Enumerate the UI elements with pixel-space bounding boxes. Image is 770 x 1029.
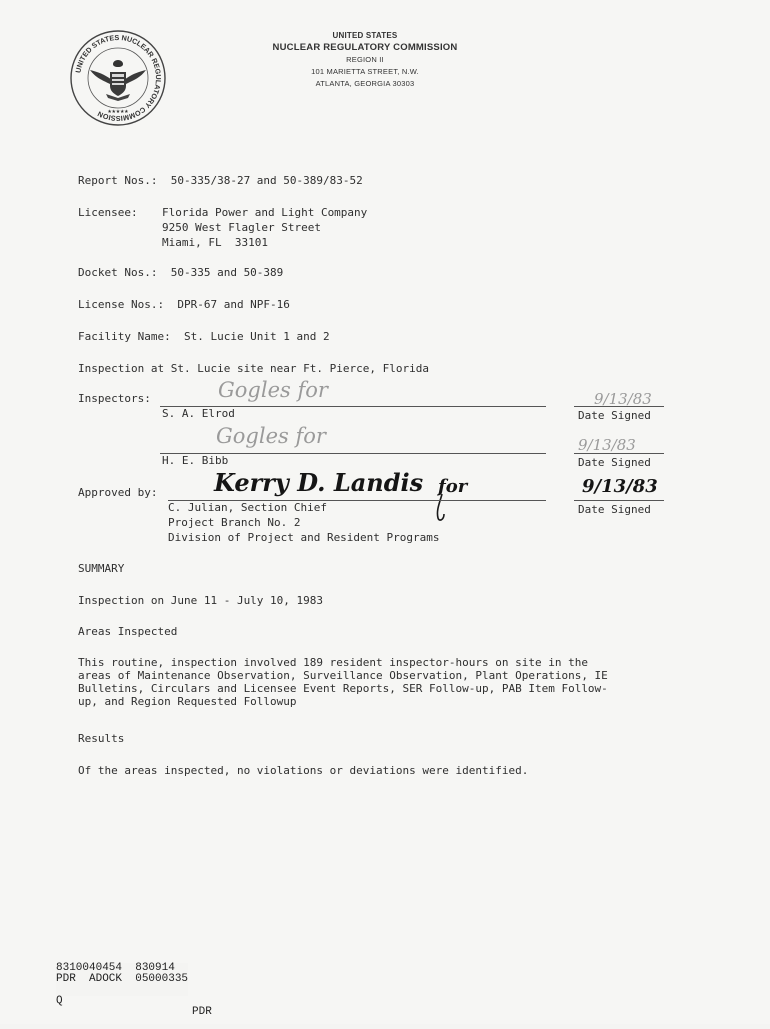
letterhead-city: ATLANTA, GEORGIA 30303 [315, 79, 415, 88]
licensee-city: Miami, FL 33101 [162, 236, 268, 249]
licensee-name: Florida Power and Light Company [162, 206, 368, 219]
license-numbers: License Nos.: DPR-67 and NPF-16 [78, 298, 290, 311]
date-line [574, 406, 664, 407]
letterhead-agency: NUCLEAR REGULATORY COMMISSION [272, 42, 458, 53]
stamp-pdr: PDR [192, 1006, 212, 1018]
docket-numbers: Docket Nos.: 50-335 and 50-389 [78, 266, 284, 279]
inspector2-date: 9/13/83 [578, 436, 636, 454]
approved-by-label: Approved by: [78, 486, 158, 499]
report-numbers: Report Nos.: 50-335/38-27 and 50-389/83-52 [78, 174, 363, 187]
approver-branch: Project Branch No. 2 [168, 516, 301, 529]
approver-signature-for: for [438, 476, 468, 497]
approver-signature: Kerry D. Landis [214, 468, 424, 497]
approver-date: 9/13/83 [582, 476, 658, 497]
signature-flourish-icon [424, 492, 454, 524]
approver-division: Division of Project and Resident Programs [168, 531, 440, 544]
areas-line: up, and Region Requested Followup [78, 695, 297, 708]
inspector1-signature: Gogles for [218, 378, 328, 402]
areas-inspected-heading: Areas Inspected [78, 625, 178, 638]
nrc-seal-icon [68, 28, 168, 128]
areas-inspected-paragraph [78, 656, 608, 708]
inspector2-signature: Gogles for [216, 424, 326, 448]
seal-text: UNITED STATES NUCLEAR REGULATORY COMMISSION [73, 32, 164, 124]
inspection-dates: Inspection on June 11 - July 10, 1983 [78, 594, 324, 607]
letterhead-country: UNITED STATES [332, 31, 398, 40]
licensee-label: Licensee: [78, 206, 138, 219]
summary-heading: SUMMARY [78, 562, 125, 575]
stamp-line1: 8310040454 830914 [56, 962, 175, 974]
letterhead-street: 101 MARIETTA STREET, N.W. [311, 67, 419, 76]
areas-line: Bulletins, Circulars and Licensee Event Reports, SER Follow-up, PAB Item Follow- [78, 682, 608, 695]
letterhead [230, 30, 500, 90]
inspector1-name: S. A. Elrod [162, 407, 235, 420]
areas-line: This routine, inspection involved 189 resident inspector-hours on site in the [78, 656, 588, 669]
licensee-street: 9250 West Flagler Street [162, 221, 321, 234]
inspection-location: Inspection at St. Lucie site near Ft. Pierce, Florida [78, 362, 429, 375]
date-signed-label: Date Signed [578, 409, 651, 422]
stamp-code: Q [56, 995, 63, 1007]
approver-name: C. Julian, Section Chief [168, 501, 327, 514]
results-text: Of the areas inspected, no violations or deviations were identified. [78, 764, 529, 777]
stamp-line2: PDR ADOCK 05000335 [56, 973, 189, 985]
svg-text:★★★★★: ★★★★★ [107, 107, 129, 115]
inspector1-date: 9/13/83 [594, 390, 652, 408]
results-heading: Results [78, 732, 125, 745]
areas-line: areas of Maintenance Observation, Surveillance Observation, Plant Operations, IE [78, 669, 608, 682]
inspectors-label: Inspectors: [78, 392, 151, 405]
date-line [574, 453, 664, 454]
inspector2-name: H. E. Bibb [162, 454, 229, 467]
date-signed-label: Date Signed [578, 456, 651, 469]
letterhead-region: REGION II [346, 55, 384, 64]
document-stamp [56, 962, 212, 1018]
date-signed-label: Date Signed [578, 503, 651, 516]
date-line [574, 500, 664, 501]
facility-name: Facility Name: St. Lucie Unit 1 and 2 [78, 330, 330, 343]
